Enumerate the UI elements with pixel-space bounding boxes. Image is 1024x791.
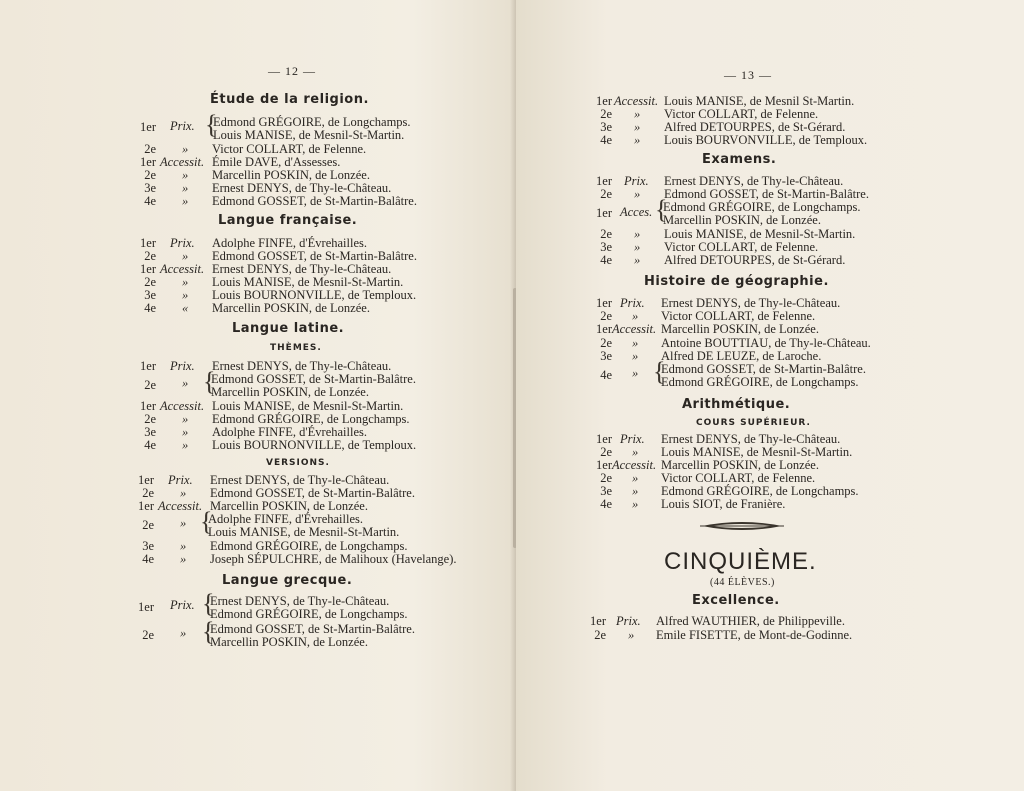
section-title-religion: Étude de la religion. [210,92,369,107]
section-title-excellence: Excellence. [692,593,780,608]
class-title-cinquieme: CINQUIÈME. [664,548,817,575]
page-number: — 13 — [724,68,772,82]
section-title-grecque: Langue grecque. [222,573,353,588]
subsection-versions: VERSIONS. [266,458,330,468]
ornamental-divider [700,520,784,532]
brace-glyph: { [200,507,213,536]
section-title-examens: Examens. [702,152,777,167]
subsection-themes: THÈMES. [270,343,322,353]
section-title-latine: Langue latine. [232,321,345,336]
section-title-histoire: Histoire de géographie. [644,274,829,289]
brace-glyph: { [202,617,215,646]
right-page: — 13 — 1er Accessit. Louis MANISE, de Mesnil St-Martin. 2e » Victor COLLART, de Felenne. 3e » Alfred DETOURPES, de St-Gérard. 4e » Louis BOURVONVILLE, de Temploux. Examens. 1er Prix. Ernest DENYS, de Thy-le-Château. 2e » Edmond GOSSET, de St-Martin-Balâtre. 1er Acces. { Edmond GRÉGOIRE, de Longchamps. Marcellin POSKIN, de Lonzée. 2e » Louis MANISE, de Mesnil-St-Martin. 3e » Victor COLLART, de Felenne. 4e » Alfred DETOURPES, de St-Gérard. Histoire de géographie. 1er Prix. Ernest DENYS, de Thy-le-Château. 2e » Victor COLLART, de Felenne. 1er Accessit. Marcellin POSKIN, de Lonzée. 2e » Antoine BOUTTIAU, de Thy-le-Château. 3e » Alfred DE LEUZE, de Laroche. 4e » { Edmond GOSSET, de St-Martin-Balâtre. Edmond GRÉGOIRE, de Longchamps. Arithmétique. COURS SUPÉRIEUR. 1er Prix. Ernest DENYS, de Thy-le-Château. 2e » Louis MANISE, de Mesnil-St-Martin. 1er Accessit. Marcellin POSKIN, de Lonzée. 2e » Victor COLLART, de Felenne. 3e » Edmond GRÉGOIRE, de Longchamps. 4e » Louis SIOT, de Franière. CINQUIÈME. (44 ÉLÈVES.) Excellence. 1er Prix. Alfred WAUTHIER, de Philippeville. 2e » Emile FISETTE, de Mont-de-Godinne. [516,0,1024,791]
section-title-arithmetique: Arithmétique. [682,397,791,412]
section-title-francaise: Langue française. [218,213,358,228]
brace-glyph: { [203,367,216,396]
brace-glyph: { [653,357,666,386]
left-page: — 12 — Étude de la religion. 1er Prix. { Edmond GRÉGOIRE, de Longchamps. Louis MANISE, de Mesnil-St-Martin. 2e » Victor COLLART, de Felenne. 1er Accessit. Émile DAVE, d'Assesses. 2e » Marcellin POSKIN, de Lonzée. 3e » Ernest DENYS, de Thy-le-Château. 4e » Edmond GOSSET, de St-Martin-Balâtre. Langue française. 1er Prix. Adolphe FINFE, d'Évrehailles. 2e » Edmond GOSSET, de St-Martin-Balâtre. 1er Accessit. Ernest DENYS, de Thy-le-Château. 2e » Louis MANISE, de Mesnil-St-Martin. 3e » Louis BOURNONVILLE, de Temploux. 4e « Marcellin POSKIN, de Lonzée. Langue latine. THÈMES. 1er Prix. Ernest DENYS, de Thy-le-Château. 2e » { Edmond GOSSET, de St-Martin-Balâtre. Marcellin POSKIN, de Lonzée. 1er Accessit. Louis MANISE, de Mesnil-St-Martin. 2e » Edmond GRÉGOIRE, de Longchamps. 3e » Adolphe FINFE, d'Évrehailles. 4e » Louis BOURNONVILLE, de Temploux. VERSIONS. 1er Prix. Ernest DENYS, de Thy-le-Château. 2e » Edmond GOSSET, de St-Martin-Balâtre. 1er Accessit. Marcellin POSKIN, de Lonzée. 2e » { Adolphe FINFE, d'Évrehailles. Louis MANISE, de Mesnil-St-Martin. 3e » Edmond GRÉGOIRE, de Longchamps. 4e » Joseph SÉPULCHRE, de Malihoux (Havelange). Langue grecque. 1er Prix. { Ernest DENYS, de Thy-le-Château. Edmond GRÉGOIRE, de Longchamps. 2e » { Edmond GOSSET, de St-Martin-Balâtre. Marcellin POSKIN, de Lonzée. [0,0,516,791]
brace-glyph: { [205,110,218,139]
subsection-cours-superieur: COURS SUPÉRIEUR. [696,418,811,428]
class-count: (44 ÉLÈVES.) [710,577,775,588]
brace-glyph: { [655,195,668,224]
brace-glyph: { [202,589,215,618]
page-number: — 12 — [268,64,316,78]
